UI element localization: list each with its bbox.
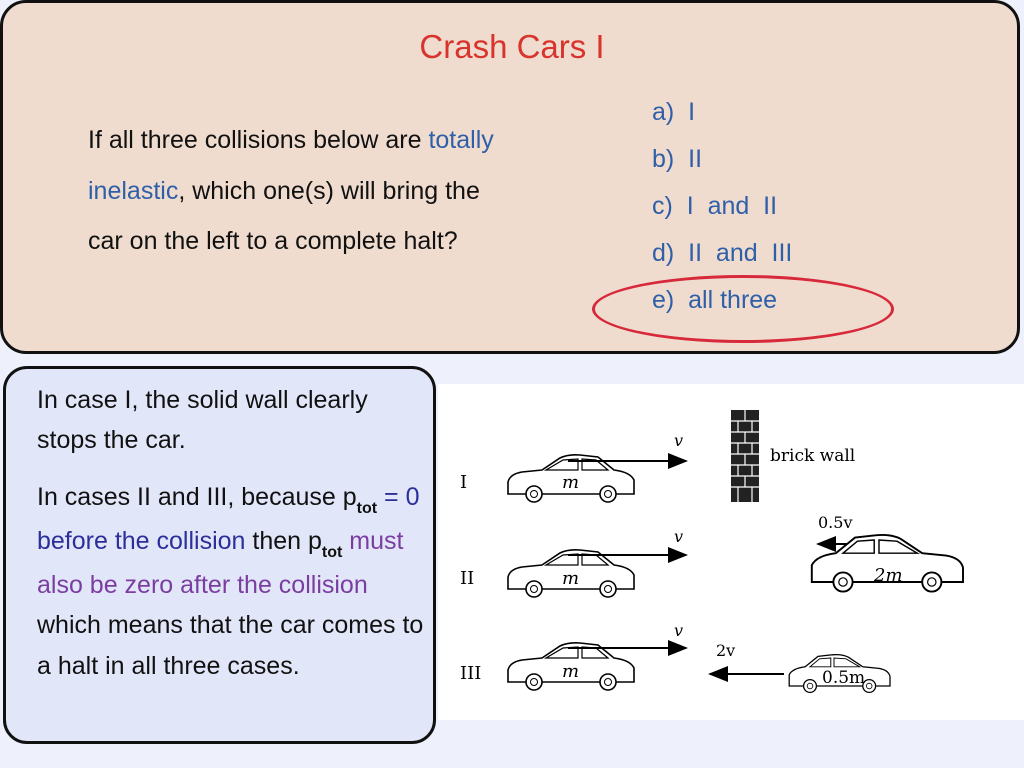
question-highlight: totally inelastic — [88, 126, 494, 205]
choice-text: I and II — [686, 192, 778, 220]
wall-label: brick wall — [770, 446, 856, 466]
choice-text: II — [688, 145, 703, 173]
mass-label-m: m — [562, 472, 580, 493]
explanation-cases-two-three — [37, 477, 427, 686]
choice-letter: b) — [652, 145, 675, 173]
question-text — [88, 115, 508, 267]
choice-letter: c) — [652, 192, 673, 220]
explanation-case-one: In case I, the solid wall clearly stops the car. — [37, 386, 368, 455]
choice-c[interactable] — [652, 186, 792, 233]
choice-a[interactable] — [652, 92, 792, 139]
mass-label-half: 0.5m — [822, 668, 866, 688]
selected-answer-ring — [592, 275, 894, 343]
case-label-two: II — [460, 568, 475, 589]
choice-d[interactable] — [652, 233, 792, 280]
case-label-three: III — [460, 663, 482, 684]
mass-label-m: m — [562, 568, 580, 589]
choice-letter: e) — [652, 286, 675, 314]
choice-letter: d) — [652, 239, 675, 267]
choice-text: all three — [688, 286, 778, 314]
choice-letter: a) — [652, 98, 675, 126]
question-part2: , which one(s) will bring the car on the left to a complete halt? — [88, 176, 480, 255]
velocity-label-v: v — [674, 431, 684, 450]
collision-diagram — [438, 384, 1024, 720]
explanation-text — [37, 380, 427, 686]
choice-text: I — [688, 98, 696, 126]
velocity-label-half: 0.5v — [818, 513, 853, 532]
brick-wall-icon — [731, 410, 759, 502]
explanation-span: In cases II and III, because p — [37, 482, 357, 511]
velocity-label-v: v — [674, 621, 684, 640]
velocity-label-double: 2v — [716, 641, 736, 660]
mass-label-2m: 2m — [874, 565, 903, 586]
velocity-label-v: v — [674, 527, 684, 546]
explanation-span: which means that the car comes to a halt in all three cases. — [37, 611, 424, 680]
explanation-span: = 0 before the collision — [37, 482, 420, 555]
explanation-span: must also be zero after the collision — [37, 526, 404, 600]
subscript-tot: tot — [356, 499, 378, 517]
mass-label-m: m — [562, 661, 580, 682]
choice-text: II and III — [688, 239, 793, 267]
collision-diagram-svg — [438, 384, 1024, 720]
subscript-tot: tot — [321, 543, 343, 561]
case-label-one: I — [460, 472, 468, 493]
slide-title: Crash Cars I — [419, 28, 605, 65]
explanation-span: then p — [245, 526, 322, 555]
question-part1: If all three collisions below are — [88, 126, 422, 154]
choice-b[interactable] — [652, 139, 792, 186]
